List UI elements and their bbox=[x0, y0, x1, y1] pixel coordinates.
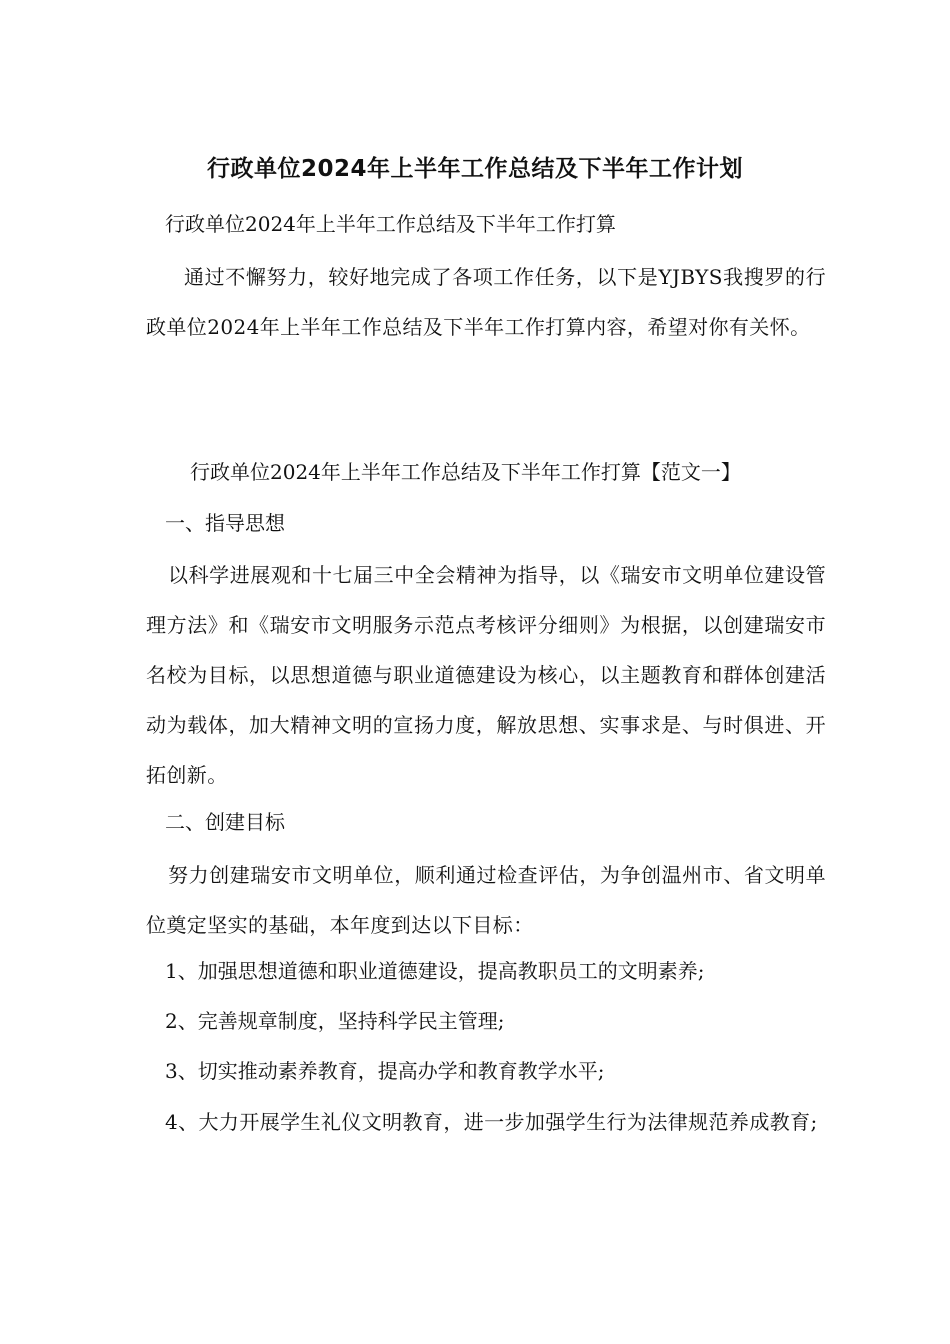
document-subtitle: 行政单位2024年上半年工作总结及下半年工作打算 bbox=[165, 212, 616, 236]
document-title: 行政单位2024年上半年工作总结及下半年工作计划 bbox=[206, 156, 743, 182]
list-item: 4、大力开展学生礼仪文明教育，进一步加强学生行为法律规范养成教育; bbox=[165, 1110, 818, 1134]
list-item: 2、完善规章制度，坚持科学民主管理; bbox=[165, 1009, 505, 1033]
list-item: 1、加强思想道德和职业道德建设，提高教职员工的文明素养; bbox=[165, 959, 705, 983]
paragraph-guiding-ideology: 以科学进展观和十七届三中全会精神为指导，以《瑞安市文明单位建设管理方法》和《瑞安市文明服务示范点考核评分细则》为根据，以创建瑞安市名校为目标，以思想道德与职业道德建设为核心，以主题教育和群体创建活动为载体，加大精神文明的宣扬力度，解放思想、实事求是、与时俱进、开拓创新。 bbox=[146, 563, 826, 787]
intro-paragraph: 通过不懈努力，较好地完成了各项工作任务，以下是YJBYS我搜罗的行政单位2024年上半年工作总结及下半年工作打算内容，希望对你有关怀。 bbox=[146, 265, 826, 339]
list-item: 3、切实推动素养教育，提高办学和教育教学水平; bbox=[165, 1059, 605, 1083]
heading-guiding-ideology: 一、指导思想 bbox=[165, 511, 285, 535]
paragraph-creation-goals: 努力创建瑞安市文明单位，顺利通过检查评估，为争创温州市、省文明单位奠定坚实的基础，本年度到达以下目标： bbox=[146, 863, 826, 937]
section-heading: 行政单位2024年上半年工作总结及下半年工作打算【范文一】 bbox=[190, 460, 741, 484]
heading-creation-goals: 二、创建目标 bbox=[165, 810, 285, 834]
